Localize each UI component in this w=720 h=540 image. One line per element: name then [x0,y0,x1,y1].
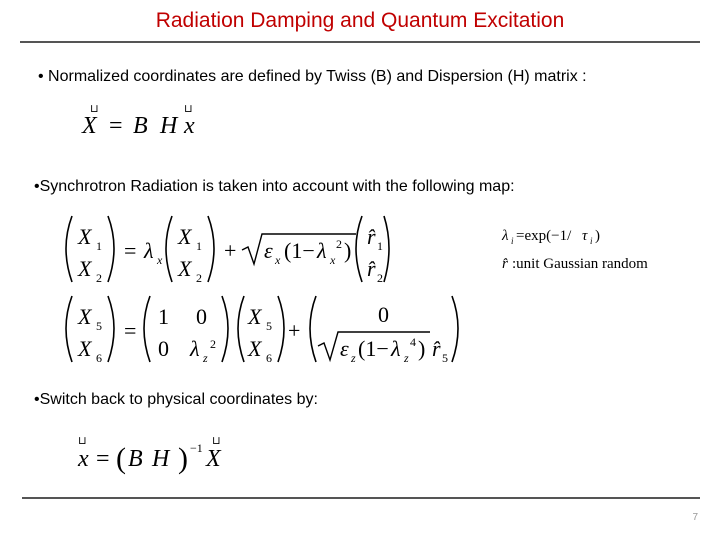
svg-text:5: 5 [96,319,102,333]
svg-text:X: X [78,224,92,249]
svg-text:X: X [178,256,192,281]
svg-text:z: z [203,351,208,365]
svg-text:H: H [152,446,170,472]
svg-text:⊔: ⊔ [184,103,193,115]
equation-sr-map-transverse [58,212,388,292]
svg-text:⊔: ⊔ [78,435,87,447]
svg-text:0: 0 [158,336,169,361]
svg-text:λ: λ [317,238,327,263]
svg-text:B: B [133,113,148,139]
svg-text:1: 1 [158,304,169,329]
svg-text:=exp(−1/: =exp(−1/ [516,228,572,244]
slide-title: Radiation Damping and Quantum Excitation [155,9,565,32]
svg-text:X: X [78,304,92,329]
svg-text:i: i [590,236,593,246]
svg-text:5: 5 [442,351,448,365]
svg-text:X: X [206,446,221,472]
svg-text:6: 6 [96,351,102,365]
equation-normalized-coordinates [80,100,210,140]
svg-text:λ: λ [144,238,154,263]
svg-text:B: B [128,446,143,472]
svg-text:⊔: ⊔ [90,103,99,115]
svg-text:): ) [595,228,600,244]
svg-text:=: = [124,238,137,263]
svg-text:=: = [96,446,110,472]
bullet-switch-back: •Switch back to physical coordinates by: [34,391,318,408]
svg-text:5: 5 [266,319,272,333]
page-number: 7 [692,512,698,523]
svg-text:4: 4 [410,335,416,349]
svg-text:0: 0 [196,304,207,329]
svg-text:(: ( [116,442,126,475]
footer-divider [22,497,700,499]
svg-text:X: X [178,224,192,249]
svg-text:+: + [224,238,237,263]
svg-text:X: X [78,256,92,281]
svg-text:⊔: ⊔ [212,435,221,447]
svg-text:2: 2 [336,237,342,251]
svg-text:r̂: r̂ [432,336,441,361]
svg-text:x: x [275,253,281,267]
bullet-normalized-coordinates: • Normalized coordinates are defined by Twiss (B) and Dispersion (H) matrix : [38,68,587,85]
svg-text:1: 1 [377,239,383,253]
svg-text:1: 1 [96,239,102,253]
svg-text:2: 2 [210,337,216,351]
svg-text:): ) [178,442,188,475]
svg-text:X: X [78,336,92,361]
svg-text:λ: λ [190,336,200,361]
svg-text:x: x [330,253,336,267]
svg-text:−1: −1 [190,441,203,455]
svg-text:+: + [288,318,301,343]
equation-sr-map-longitudinal [58,294,468,368]
svg-text:(1−: (1− [358,336,389,361]
svg-text:): ) [418,336,426,361]
svg-text:ε: ε [264,238,273,263]
svg-text:x: x [78,446,89,472]
svg-text::unit Gaussian random: :unit Gaussian random [512,256,648,272]
bullet-synchrotron-radiation: •Synchrotron Radiation is taken into account with the following map: [34,178,515,195]
svg-text:=: = [109,113,123,139]
title-divider [20,41,700,43]
svg-text:X: X [82,113,97,139]
equation-physical-coordinates [76,430,236,476]
svg-text:z: z [404,351,409,365]
svg-text:λ: λ [391,336,401,361]
svg-text:2: 2 [196,271,202,285]
svg-text:X: X [248,336,262,361]
svg-text:r̂: r̂ [502,256,508,272]
svg-text:2: 2 [96,271,102,285]
svg-text:λ: λ [502,228,509,244]
svg-text:r̂: r̂ [367,256,376,281]
svg-text:2: 2 [377,271,383,285]
svg-text:i: i [511,236,514,246]
svg-text:H: H [160,113,178,139]
equation-definitions [500,224,690,276]
svg-text:τ: τ [582,228,588,244]
svg-text:z: z [351,351,356,365]
svg-text:6: 6 [266,351,272,365]
svg-text:0: 0 [378,302,389,327]
svg-text:x: x [157,253,163,267]
svg-text:): ) [344,238,352,263]
svg-text:=: = [124,318,137,343]
svg-text:X: X [248,304,262,329]
svg-text:1: 1 [196,239,202,253]
svg-text:ε: ε [340,336,349,361]
svg-text:r̂: r̂ [367,224,376,249]
svg-text:(1−: (1− [284,238,315,263]
svg-text:x: x [184,113,195,139]
